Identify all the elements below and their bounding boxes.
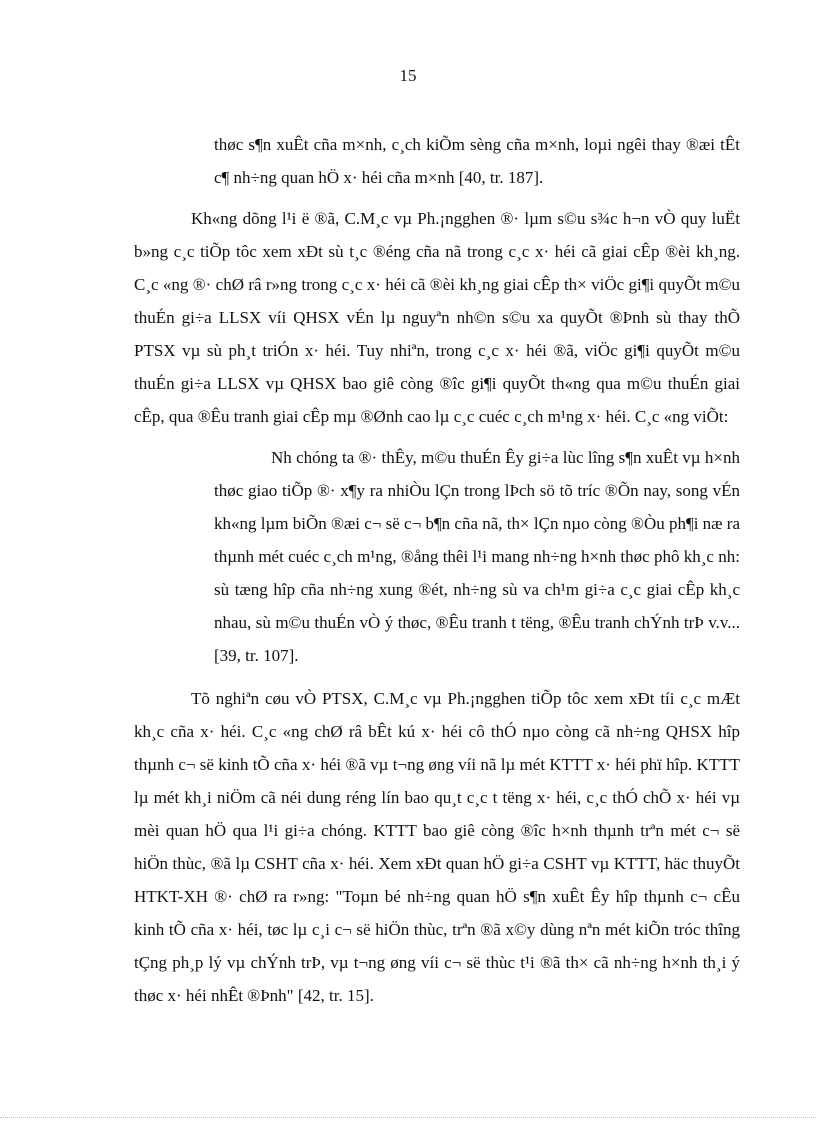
block-quote-paragraph: Nh chóng ta ®· thÊy, m©u thuÉn Êy gi÷a lùc lîng s¶n xuÊt vµ h×nh thøc giao tiÕp ®· x¶y ra nhiÒu lÇn trong lÞch sö tõ tríc ®Õn nay, song vÉn kh«ng lµm biÕn ®æi c¬ së c¬ b¶n cña nã, th× lÇn nµo còng ®Òu ph¶i næ ra thµnh mét cuéc c¸ch m¹ng, ®ång thêi l¹i mang nh÷ng h×nh thøc phô kh¸c nh: sù tæng hîp cña nh÷ng xung ®ét, nh÷ng sù va ch¹m gi÷a c¸c giai cÊp kh¸c nhau, sù m©u thuÉn vÒ ý thøc, ®Êu tranh t tëng, ®Êu tranh chÝnh trÞ v.v... [39, tr. 107].	[214, 448, 740, 665]
document-body	[0, 128, 816, 1012]
page-number: 15	[399, 66, 417, 85]
quote-continuation-paragraph: thøc s¶n xuÊt cña m×nh, c¸ch kiÕm sèng cña m×nh, loµi ngêi thay ®æi tÊt c¶ nh÷ng quan hÖ x· héi cña m×nh [40, tr. 187].	[214, 135, 740, 187]
page-bottom-divider	[0, 1117, 816, 1118]
body-paragraph-2: Tõ nghiªn cøu vÒ PTSX, C.M¸c vµ Ph.¡ngghen tiÕp tôc xem xÐt tíi c¸c mÆt kh¸c cña x· héi. C¸c «ng chØ râ bÊt kú x· héi cô thÓ nµo còng cã nh÷ng QHSX hîp thµnh c¬ së kinh tÕ cña x· héi ®ã vµ t¬ng øng víi nã lµ mét KTTT x· héi phï hîp. KTTT lµ mét kh¸i niÖm cã néi dung réng lín bao qu¸t c¸c t tëng x· héi, c¸c thÓ chÕ x· héi vµ mèi quan hÖ qua l¹i gi÷a chóng. KTTT bao giê còng ®îc h×nh thµnh trªn mét c¬ së hiÖn thùc, ®ã lµ CSHT cña x· héi. Xem xÐt quan hÖ gi÷a CSHT vµ KTTT, häc thuyÕt HTKT-XH ®· chØ ra r»ng: "Toµn bé nh÷ng quan hÖ s¶n xuÊt Êy hîp thµnh c¬ cÊu kinh tÕ cña x· héi, tøc lµ c¸i c¬ së hiÖn thùc, trªn ®ã x©y dùng nªn mét kiÕn tróc thîng tÇng ph¸p lý vµ chÝnh trÞ, vµ t¬ng øng víi c¬ së thùc t¹i ®ã th× cã nh÷ng h×nh th¸i ý thøc x· héi nhÊt ®Þnh" [42, tr. 15].	[134, 689, 740, 1005]
body-paragraph-1: Kh«ng dõng l¹i ë ®ã, C.M¸c vµ Ph.¡ngghen ®· lµm s©u s¾c h¬n vÒ quy luËt b»ng c¸c tiÕp tôc xem xÐt sù t¸c ®éng cña nã trong c¸c x· héi cã giai cÊp ®èi kh¸ng. C¸c «ng ®· chØ râ r»ng trong c¸c x· héi cã ®èi kh¸ng giai cÊp th× viÖc gi¶i quyÕt m©u thuÉn gi÷a LLSX víi QHSX vÉn lµ nguyªn nh©n s©u xa quyÕt ®Þnh sù thay thÕ PTSX vµ sù ph¸t triÓn x· héi. Tuy nhiªn, trong c¸c x· héi ®ã, viÖc gi¶i quyÕt m©u thuÉn gi÷a LLSX vµ QHSX bao giê còng ®îc gi¶i quyÕt th«ng qua m©u thuÉn giai cÊp, qua ®Êu tranh giai cÊp mµ ®Ønh cao lµ c¸c cuéc c¸ch m¹ng x· héi. C¸c «ng viÕt:	[134, 209, 740, 426]
